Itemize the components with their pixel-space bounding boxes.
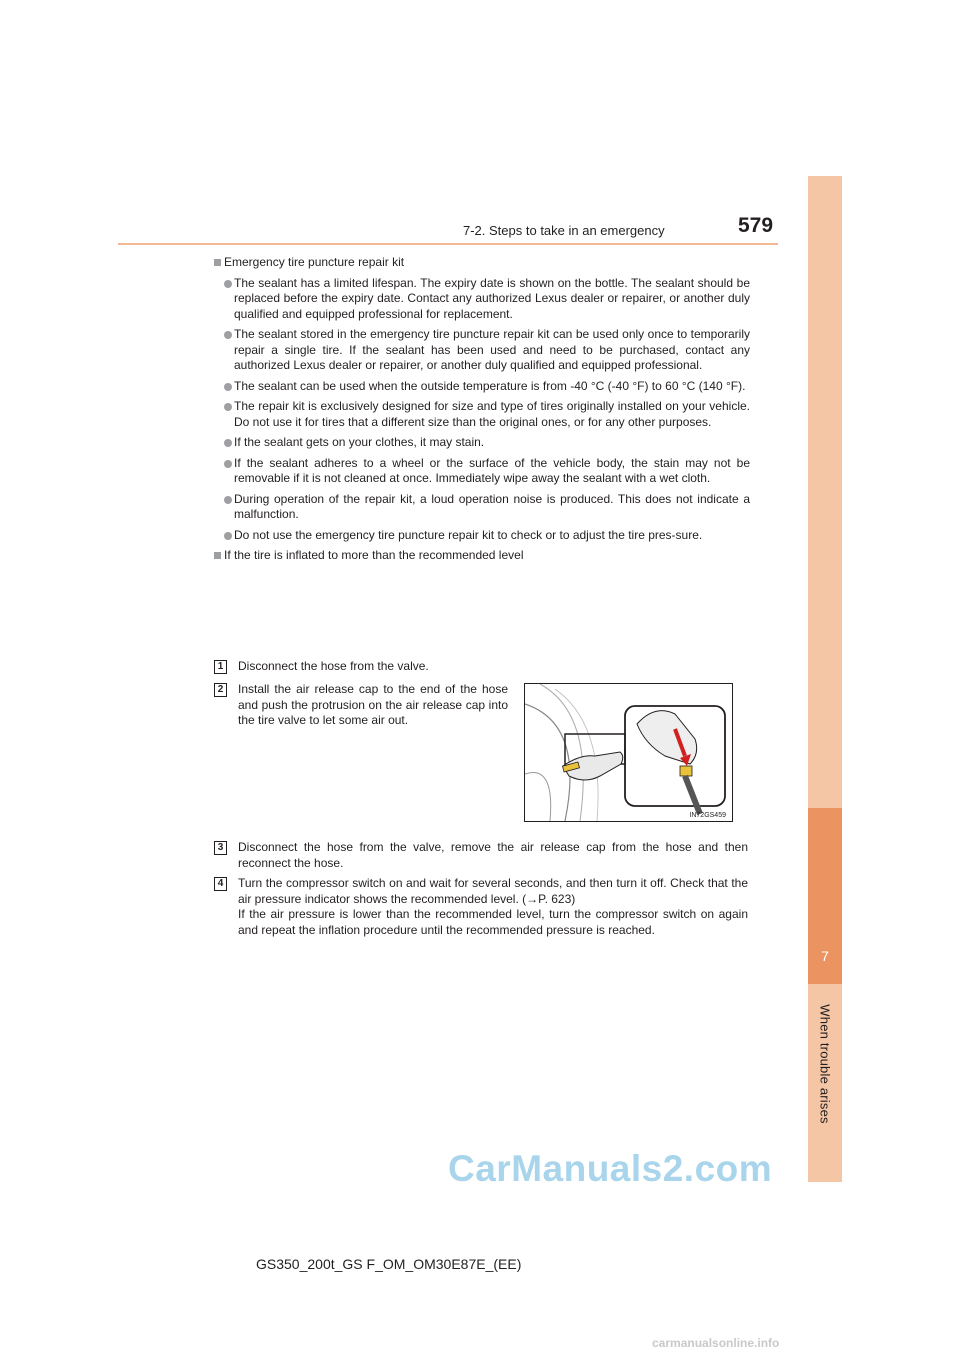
page-number: 579 [738,214,774,237]
bullet-item [224,399,750,430]
valve-illustration [524,683,733,822]
sub-heading [214,548,750,564]
chapter-side-tab [808,176,842,1182]
bullet-dot-icon [224,280,232,288]
step-text: Install the air release cap to the end of the hose and push the protrusion on the air release cap into the tire valve to let some air out. [238,682,508,727]
bullet-text: The sealant stored in the emergency tire puncture repair kit can be used only once to temporarily repair a single tire. If the sealant has been used and need to be purchased, contact any authorized Lexus dealer or repairer, or another duly qualified and equipped professional. [234,327,750,372]
bullet-text: Do not use the emergency tire puncture repair kit to check or to adjust the tire pres-sure. [234,527,703,542]
heading-square-icon [214,259,221,266]
bullet-text: If the sealant gets on your clothes, it may stain. [234,435,485,449]
bullet-dot-icon [224,383,232,391]
bullet-item [224,379,750,395]
chapter-title: When trouble arises [817,1004,833,1124]
watermark-logo: CarManuals2.com [448,1148,773,1189]
step-number-badge: 2 [214,683,227,697]
bullet-item [224,276,750,323]
bullet-item [224,528,750,544]
header-divider [118,243,778,245]
bullet-text: During operation of the repair kit, a loud operation noise is produced. This does not indicate a malfunction. [234,491,750,521]
sub-heading-text: If the tire is inflated to more than the recommended level [224,548,524,562]
document-code: GS350_200t_GS F_OM_OM30E87E_(EE) [256,1256,522,1272]
bullet-text: The repair kit is exclusively designed for size and type of tires originally installed on your vehicle. Do not use it for tires that a different size than the original ones, or for any other purposes. [234,399,750,429]
step-text [238,876,748,938]
tire-valve-illustration [525,684,732,821]
step-text: Disconnect the hose from the valve. [238,659,429,673]
step-number-badge: 4 [214,877,227,891]
section-sealant [214,255,750,569]
section-title: 7-2. Steps to take in an emergency [463,223,665,238]
bullet-dot-icon [224,331,232,339]
sub-heading [214,255,750,271]
bullet-item [224,456,750,487]
bullet-item [224,492,750,523]
bullet-dot-icon [224,460,232,468]
bullet-text: If the sealant adheres to a wheel or the surface of the vehicle body, the stain may not be removable if it is not cleaned at once. Immediately wipe away the sealant with a wet cloth. [234,455,750,485]
step-number-badge: 1 [214,660,227,674]
step-text: Disconnect the hose from the valve, remove the air release cap from the hose and then reconnect the hose. [238,840,748,870]
step-text-line: Turn the compressor switch on and wait for several seconds, and then turn it off. Check that the air pressure indicator shows the recommended level. (→P. 623) [238,876,748,906]
heading-square-icon [214,552,221,559]
bullet-dot-icon [224,439,232,447]
step-number-badge: 3 [214,841,227,855]
bullet-item [224,327,750,374]
bullet-dot-icon [224,403,232,411]
step-text-line: If the air pressure is lower than the recommended level, turn the compressor switch on again and repeat the inflation procedure until the recommended pressure is reached. [238,907,748,937]
sub-heading-text: Emergency tire puncture repair kit [224,255,405,269]
bullet-dot-icon [224,532,232,540]
watermark-url: carmanualsonline.info [652,1336,780,1350]
chapter-number: 7 [821,948,829,964]
bullet-dot-icon [224,496,232,504]
bullet-text: The sealant can be used when the outside temperature is from -40 °C (-40 °F) to 60 °C (140 °F). [234,378,746,393]
figure-id: IN72GS459 [689,812,726,819]
bullet-text: The sealant has a limited lifespan. The expiry date is shown on the bottle. The sealant should be replaced before the expiry date. Contact any authorized Lexus dealer or repairer, or another duly qualified and equipped professional for replacement. [234,275,750,321]
bullet-item [224,435,750,451]
